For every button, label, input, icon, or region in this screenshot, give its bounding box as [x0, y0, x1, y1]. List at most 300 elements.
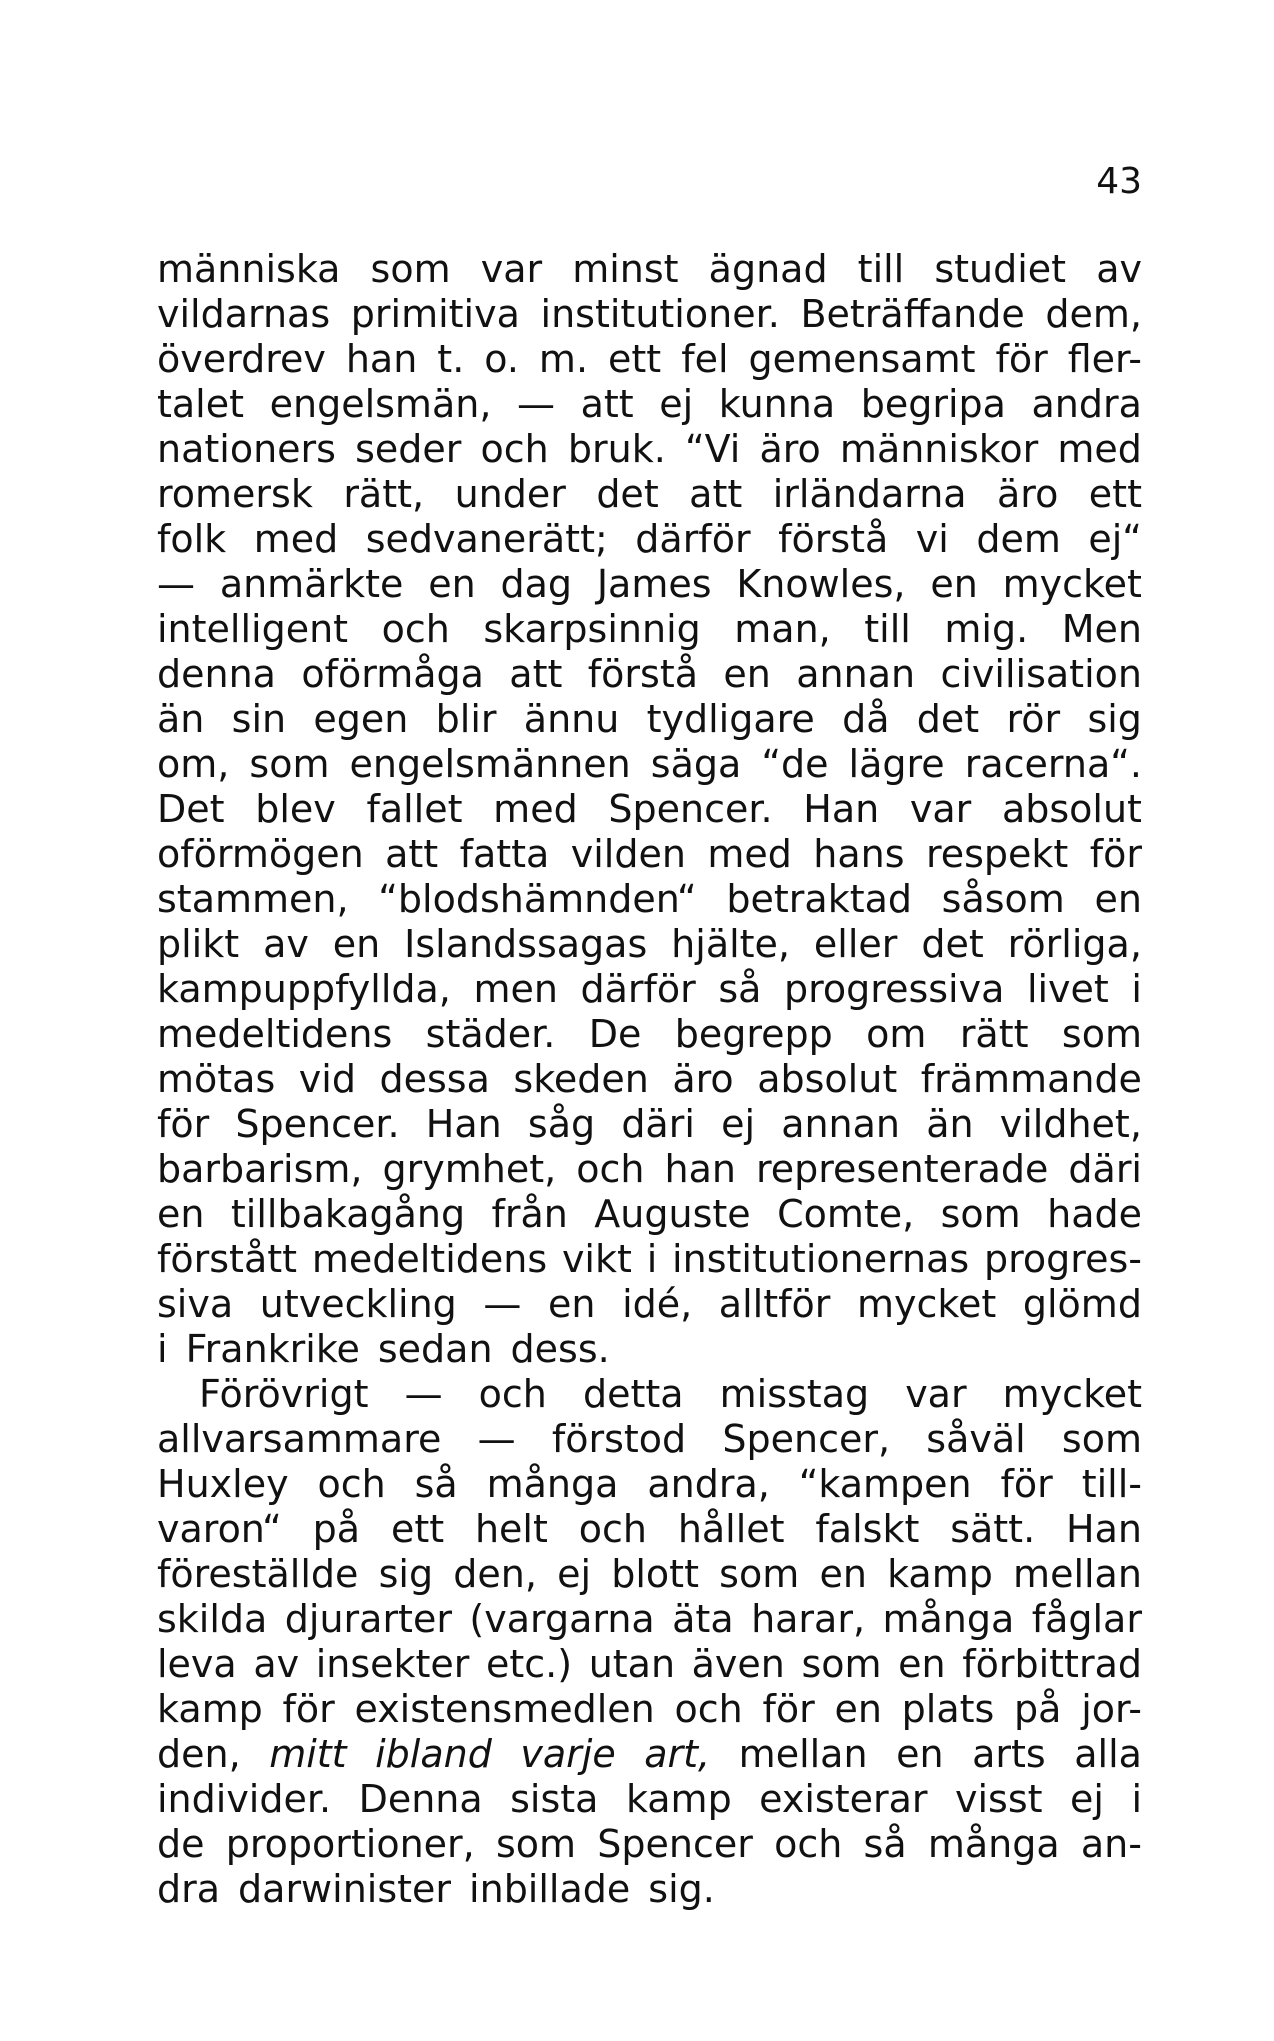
word: Islandssagas [404, 922, 648, 966]
word: Frankrike [185, 1327, 360, 1371]
word: att [385, 832, 439, 876]
word: minst [572, 247, 679, 291]
text-line [157, 1462, 1142, 1507]
text-line [157, 1237, 1142, 1282]
word: som [1061, 1012, 1142, 1056]
word: i [157, 1327, 168, 1371]
word: Huxley [157, 1462, 289, 1506]
body-text [157, 247, 1142, 1912]
word: m. [538, 337, 589, 381]
word: ett [1088, 472, 1142, 516]
word: andra, [647, 1462, 770, 1506]
word: ej [557, 1552, 592, 1596]
word: och [478, 1372, 547, 1416]
word: James [596, 562, 712, 606]
word: skarpsinnig [483, 607, 701, 651]
text-line [157, 1012, 1142, 1057]
word: progres- [984, 1237, 1142, 1281]
word: som [940, 1192, 1021, 1236]
word: det [921, 922, 984, 966]
text-line [157, 1867, 1142, 1912]
word: ägnad [708, 247, 828, 291]
word: “blodshämnden“ [378, 877, 697, 921]
word: och [480, 427, 549, 471]
word: med [1057, 427, 1142, 471]
word: engelsmännen [349, 742, 631, 786]
word: folk [157, 517, 227, 561]
text-line [157, 742, 1142, 787]
word: ej [1070, 1777, 1104, 1821]
word: utan [588, 1642, 676, 1686]
text-line [157, 472, 1142, 517]
word: Comte, [777, 1192, 915, 1236]
word: därför [580, 967, 696, 1011]
word: etc.) [486, 1642, 573, 1686]
word: främmande [920, 1057, 1142, 1101]
word: därför [635, 517, 751, 561]
word: stammen, [157, 877, 349, 921]
word: — [477, 1417, 516, 1461]
word: förstå [778, 517, 889, 561]
word: respekt [925, 832, 1069, 876]
word: människor [839, 427, 1039, 471]
word: kunna [718, 382, 836, 426]
word: Han [1066, 1507, 1142, 1551]
word: blott [611, 1552, 699, 1596]
word: som [719, 1552, 800, 1596]
word: “kampen [798, 1462, 972, 1506]
word: många [927, 1822, 1060, 1866]
word: även [691, 1642, 785, 1686]
word: plats [901, 1687, 995, 1731]
word: ej [721, 1102, 756, 1146]
word: skilda [157, 1597, 268, 1641]
word: progressiva [784, 967, 1005, 1011]
word: som [801, 1642, 882, 1686]
word: en [930, 562, 978, 606]
word: ibland [375, 1732, 492, 1776]
word: oförmögen [157, 832, 364, 876]
word: en [428, 562, 476, 606]
word: institutionernas [672, 1237, 970, 1281]
word: mycket [856, 1282, 997, 1326]
word: en [1094, 877, 1142, 921]
text-line [157, 1372, 1142, 1417]
word: oförmåga [301, 652, 484, 696]
word: alltför [718, 1282, 831, 1326]
word: andra [1031, 382, 1142, 426]
word: Spencer. [608, 787, 773, 831]
word: tillbakagång [230, 1192, 466, 1236]
word: så [414, 1462, 458, 1506]
word: som [249, 742, 330, 786]
word: den, [157, 1732, 241, 1776]
word: däri [1068, 1147, 1142, 1191]
text-line [157, 1687, 1142, 1732]
word: mötas [157, 1057, 276, 1101]
word: var [480, 247, 543, 291]
word: mycket [1002, 1372, 1142, 1416]
word: — [516, 382, 555, 426]
word: romersk [157, 472, 313, 516]
word: begrepp [674, 1012, 833, 1056]
word: för [762, 1687, 815, 1731]
word: medeltidens [311, 1237, 548, 1281]
word: Spencer [597, 1822, 753, 1866]
word: dra [157, 1867, 221, 1911]
word: sig [378, 1552, 434, 1596]
word: på [1014, 1687, 1062, 1731]
text-line [157, 1057, 1142, 1102]
word: i [646, 1237, 658, 1281]
word: tydligare [646, 697, 815, 741]
word: glömd [1022, 1282, 1142, 1326]
word: som [1061, 1417, 1142, 1461]
text-line [157, 1732, 1142, 1777]
word: vid [298, 1057, 356, 1101]
word: då [842, 697, 890, 741]
word: man, [734, 607, 831, 651]
word: insekter [315, 1642, 470, 1686]
word: en [819, 1552, 867, 1596]
word: blir [435, 697, 497, 741]
word: annan [796, 652, 916, 696]
word: Beträffande [800, 292, 1025, 336]
word: mycket [1002, 562, 1142, 606]
word: alla [1074, 1732, 1142, 1776]
word: o. [484, 337, 519, 381]
word: livet [1026, 967, 1109, 1011]
word: seder [355, 427, 462, 471]
word: kamp [625, 1777, 732, 1821]
word: ett [390, 1507, 445, 1551]
word: sedan [377, 1327, 493, 1371]
word: falskt [815, 1507, 920, 1551]
word: om, [157, 742, 230, 786]
word: människa [157, 247, 341, 291]
word: ännu [523, 697, 620, 741]
word: inbillade [469, 1867, 631, 1911]
text-line [157, 1822, 1142, 1867]
word: fel [681, 337, 729, 381]
word: rör [1006, 697, 1061, 741]
text-line [157, 787, 1142, 832]
word: Auguste [594, 1192, 751, 1236]
word: så [718, 967, 762, 1011]
word: om [866, 1012, 927, 1056]
word: av [263, 922, 309, 966]
word: hållet [677, 1507, 785, 1551]
word: rätt [959, 1012, 1029, 1056]
word: att [509, 652, 563, 696]
word: djurarter [284, 1597, 452, 1641]
word: — [404, 1372, 443, 1416]
word: och [774, 1822, 843, 1866]
word: förstå [587, 652, 699, 696]
text-line [157, 562, 1142, 607]
word: för [1000, 1462, 1053, 1506]
word: äta [672, 1597, 734, 1641]
word: än [157, 697, 205, 741]
word: till- [1081, 1462, 1142, 1506]
word: allvarsammare [157, 1417, 442, 1461]
word: egen [313, 697, 409, 741]
text-line [157, 247, 1142, 292]
word: en [157, 1192, 205, 1236]
word: för [157, 1102, 210, 1146]
word: men [473, 967, 558, 1011]
word: dem [976, 517, 1061, 561]
word: på [312, 1507, 361, 1551]
word: många [486, 1462, 619, 1506]
text-line [157, 652, 1142, 697]
word: av [1096, 247, 1142, 291]
word: med [707, 832, 792, 876]
word: arts [972, 1732, 1046, 1776]
word: det [596, 472, 659, 516]
text-line [157, 967, 1142, 1012]
word: till [857, 247, 905, 291]
text-line [157, 1642, 1142, 1687]
word: så [863, 1822, 907, 1866]
word: hjälte, [671, 922, 791, 966]
word: som [370, 247, 451, 291]
word: dem, [1045, 292, 1142, 336]
word: med [253, 517, 339, 561]
word: säga [650, 742, 742, 786]
word: harar, [751, 1597, 866, 1641]
word: vi [915, 517, 949, 561]
word: varon“ [157, 1507, 282, 1551]
word: överdrev [157, 337, 326, 381]
word: blev [255, 787, 336, 831]
word: an- [1080, 1822, 1142, 1866]
text-line [157, 517, 1142, 562]
word: sedvanerätt; [365, 517, 608, 561]
word: fåglar [1031, 1597, 1142, 1641]
text-line [157, 382, 1142, 427]
word: med [493, 787, 578, 831]
word: och [578, 1507, 647, 1551]
word: denna [157, 652, 276, 696]
text-line [157, 292, 1142, 337]
word: “de [761, 742, 829, 786]
word: civilisation [940, 652, 1142, 696]
word: var [905, 1372, 967, 1416]
word: som [495, 1822, 577, 1866]
text-line [157, 697, 1142, 742]
word: ett [608, 337, 662, 381]
word: intelligent [157, 607, 349, 651]
word: mellan [738, 1732, 868, 1776]
page-number: 43 [1096, 161, 1142, 202]
text-line [157, 1597, 1142, 1642]
word: och [674, 1687, 743, 1731]
word: i [1131, 1777, 1142, 1821]
word: Han [803, 787, 880, 831]
text-line [157, 1192, 1142, 1237]
word: förbittrad [962, 1642, 1142, 1686]
word: ej [659, 382, 694, 426]
word: — [483, 1282, 522, 1326]
word: vildhet, [999, 1102, 1142, 1146]
word: dess. [510, 1327, 610, 1371]
word: en [723, 652, 771, 696]
word: bruk. [567, 427, 666, 471]
word: Det [157, 787, 225, 831]
word: att [689, 472, 743, 516]
word: absolut [757, 1057, 898, 1101]
word: Men [1061, 607, 1142, 651]
word: han [345, 337, 418, 381]
word: institutioner. [540, 292, 780, 336]
word: art, [644, 1732, 711, 1776]
word: plikt [157, 922, 240, 966]
word: “Vi [684, 427, 741, 471]
word: såväl [926, 1417, 1026, 1461]
word: fallet [366, 787, 463, 831]
word: en [896, 1732, 944, 1776]
word: annan [781, 1102, 901, 1146]
word: idé, [622, 1282, 693, 1326]
word: äro [672, 1057, 734, 1101]
word: helt [474, 1507, 548, 1551]
word: representerade [755, 1147, 1049, 1191]
word: De [588, 1012, 642, 1056]
word: städer. [425, 1012, 556, 1056]
word: darwinister [238, 1867, 452, 1911]
word: såsom [941, 877, 1065, 921]
word: däri [621, 1102, 695, 1146]
word: äro [759, 427, 821, 471]
word: proportioner, [225, 1822, 475, 1866]
text-line [157, 1507, 1142, 1552]
word: absolut [1001, 787, 1142, 831]
word: många [882, 1597, 1015, 1641]
word: kampuppfyllda, [157, 967, 451, 1011]
word: sig. [648, 1867, 715, 1911]
word: för [1089, 832, 1142, 876]
word: individer. [157, 1777, 332, 1821]
word: fler- [1067, 337, 1142, 381]
word: i [1131, 967, 1142, 1011]
word: Denna [358, 1777, 483, 1821]
word: Han [425, 1102, 502, 1146]
word: visst [955, 1777, 1043, 1821]
word: en [548, 1282, 596, 1326]
word: nationers [157, 427, 336, 471]
text-line [157, 1147, 1142, 1192]
word: dag [500, 562, 573, 606]
word: ej“ [1088, 517, 1142, 561]
word: fatta [459, 832, 550, 876]
word: rörliga, [1007, 922, 1142, 966]
word: utveckling [259, 1282, 457, 1326]
word: jor- [1081, 1687, 1142, 1731]
word: Knowles, [736, 562, 906, 606]
word: kamp [887, 1552, 993, 1596]
word: skeden [513, 1057, 649, 1101]
text-line [157, 1417, 1142, 1462]
text-line [157, 427, 1142, 472]
word: grymhet, [382, 1147, 557, 1191]
word: äro [997, 472, 1059, 516]
word: leva [157, 1642, 237, 1686]
word: vilden [570, 832, 686, 876]
word: detta [582, 1372, 684, 1416]
word: de [157, 1822, 205, 1866]
word: — [157, 562, 195, 606]
word: primitiva [350, 292, 520, 336]
word: Spencer. [235, 1102, 400, 1146]
text-line [157, 1777, 1142, 1822]
word: talet [157, 382, 245, 426]
word: vikt [561, 1237, 632, 1281]
word: hans [813, 832, 905, 876]
word: den, [453, 1552, 537, 1596]
word: sig [1087, 697, 1142, 741]
text-line [157, 877, 1142, 922]
text-line [157, 1102, 1142, 1147]
word: än [926, 1102, 974, 1146]
word: anmärkte [219, 562, 404, 606]
word: en [834, 1687, 882, 1731]
word: medeltidens [157, 1012, 393, 1056]
word: han [664, 1147, 736, 1191]
word: engelsmän, [269, 382, 492, 426]
word: och [317, 1462, 386, 1506]
word: mig. [944, 607, 1029, 651]
word: (vargarna [469, 1597, 655, 1641]
word: mitt [269, 1732, 347, 1776]
word: såg [527, 1102, 596, 1146]
word: lägre [848, 742, 945, 786]
word: och [381, 607, 450, 651]
word: eller [813, 922, 898, 966]
text-line [157, 1552, 1142, 1597]
word: t. [437, 337, 465, 381]
word: en [898, 1642, 946, 1686]
text-line [157, 922, 1142, 967]
word: existerar [759, 1777, 928, 1821]
word: misstag [719, 1372, 870, 1416]
text-line [157, 832, 1142, 877]
word: förstod [551, 1417, 687, 1461]
word: gemensamt [748, 337, 976, 381]
word: Förövrigt [199, 1372, 369, 1416]
word: barbarism, [157, 1147, 363, 1191]
word: till [864, 607, 911, 651]
word: siva [157, 1282, 234, 1326]
word: av [253, 1642, 300, 1686]
text-line [157, 337, 1142, 382]
word: varje [520, 1732, 616, 1776]
word: racerna“. [964, 742, 1142, 786]
text-line [157, 1327, 1142, 1372]
word: sin [231, 697, 287, 741]
word: rätt, [343, 472, 425, 516]
word: förstått [157, 1237, 298, 1281]
word: vildarnas [157, 292, 331, 336]
word: studiet [934, 247, 1067, 291]
word: irländarna [772, 472, 967, 516]
word: betraktad [726, 877, 913, 921]
word: att [580, 382, 634, 426]
word: var [909, 787, 972, 831]
text-line [157, 1282, 1142, 1327]
word: föreställde [157, 1552, 359, 1596]
word: dessa [379, 1057, 490, 1101]
